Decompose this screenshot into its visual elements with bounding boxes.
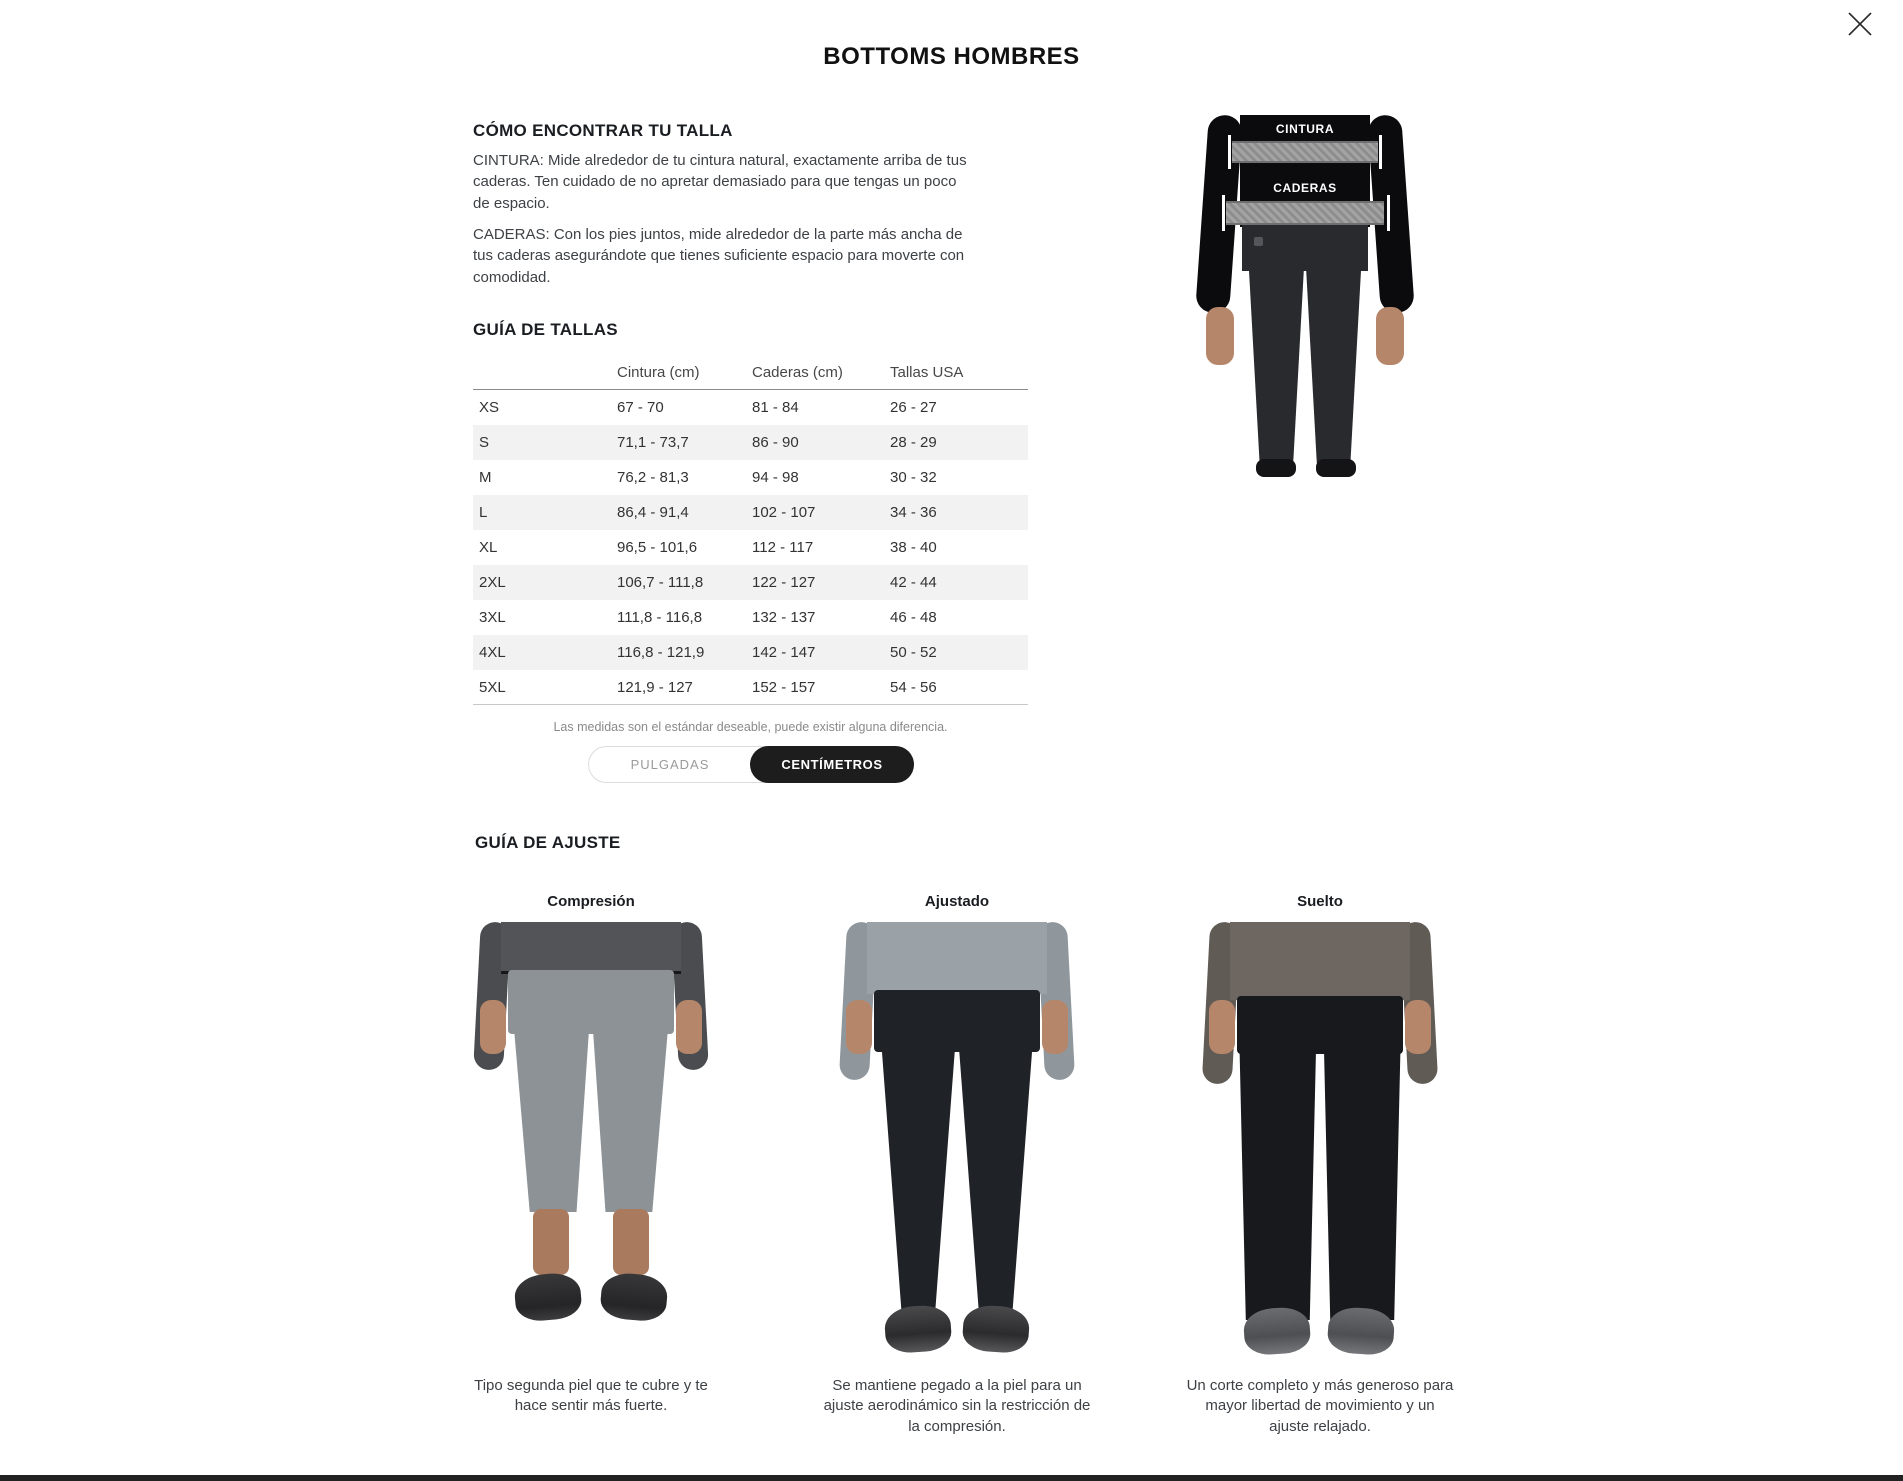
cell-tallas: 50 - 52 (890, 644, 937, 661)
how-to-heading: CÓMO ENCONTRAR TU TALLA (473, 121, 733, 140)
hips-band-tick-right (1387, 195, 1390, 231)
figure-right-hand (1042, 1000, 1068, 1054)
brand-logo-icon (1254, 237, 1263, 246)
fit-description: Un corte completo y más generoso para mayor libertad de movimiento y un ajuste relajado. (1186, 1377, 1454, 1435)
table-row (473, 670, 1028, 705)
size-table (473, 358, 1028, 705)
cell-caderas: 132 - 137 (752, 609, 816, 626)
centimetros-toggle-button[interactable]: CENTÍMETROS (750, 746, 914, 783)
hips-measure-band (1226, 201, 1384, 225)
cell-caderas: 122 - 127 (752, 574, 816, 591)
cell-cintura: 106,7 - 111,8 (617, 574, 704, 591)
cell-tallas: 34 - 36 (890, 504, 937, 521)
hips-band-tick-left (1222, 195, 1225, 231)
figure-left-hand (846, 1000, 872, 1054)
fit-label: Ajustado (924, 893, 990, 910)
figure-right-leg (1324, 1050, 1402, 1320)
cell-size: 5XL (479, 678, 506, 696)
figure-pants-waist (1237, 996, 1403, 1054)
hero-leggings (1242, 225, 1368, 271)
cell-tallas: 54 - 56 (890, 678, 937, 696)
cell-tallas: 26 - 27 (890, 399, 937, 416)
figure-left-shoe (513, 1271, 583, 1323)
cell-size: 2XL (479, 574, 506, 591)
cell-caderas: 102 - 107 (752, 504, 816, 521)
cell-cintura: 76,2 - 81,3 (617, 469, 689, 486)
header-tallas: Tallas USA (890, 364, 964, 381)
bottom-divider (0, 1475, 1903, 1481)
hips-instructions: CADERAS: Con los pies juntos, mide alrededor de la parte más ancha de tus caderas asegurándote que tienes suficiente espacio para moverte con comodidad. (473, 226, 965, 286)
cell-caderas: 81 - 84 (752, 399, 799, 416)
figure-right-hand (676, 1000, 702, 1054)
cell-caderas: 86 - 90 (752, 434, 799, 451)
hips-band-label: CADERAS (1273, 181, 1337, 195)
figure-right-hand (1405, 1000, 1431, 1054)
hero-right-leg (1306, 267, 1366, 463)
figure-left-calf (533, 1209, 569, 1275)
cell-cintura: 116,8 - 121,9 (617, 644, 705, 661)
cell-cintura: 121,9 - 127 (617, 678, 693, 696)
header-cintura: Cintura (cm) (617, 364, 700, 381)
table-row (473, 530, 1028, 565)
measurement-photo (1160, 115, 1450, 480)
figure-left-leg (877, 1048, 955, 1318)
fit-photo-loose (1204, 922, 1436, 1345)
cell-cintura: 67 - 70 (617, 399, 664, 416)
table-row (473, 390, 1028, 425)
figure-right-calf (613, 1209, 649, 1275)
figure-right-shoe (961, 1304, 1030, 1354)
waist-band-tick-left (1228, 135, 1231, 169)
cell-caderas: 152 - 157 (752, 678, 816, 696)
size-guide-heading: GUÍA DE TALLAS (473, 320, 618, 339)
page-title: BOTTOMS HOMBRES (823, 43, 1080, 70)
figure-left-leg (1238, 1050, 1316, 1320)
cell-caderas: 94 - 98 (752, 469, 799, 486)
cell-cintura: 86,4 - 91,4 (617, 504, 689, 521)
table-row (473, 565, 1028, 600)
cell-tallas: 38 - 40 (890, 539, 937, 556)
cell-size: XL (479, 539, 498, 556)
cell-tallas: 30 - 32 (890, 469, 937, 486)
size-table-header (473, 358, 1028, 390)
cell-caderas: 112 - 117 (752, 539, 814, 556)
fit-photo-compression (475, 922, 707, 1345)
fit-guide-heading: GUÍA DE AJUSTE (475, 833, 621, 852)
table-row (473, 635, 1028, 670)
cell-size: L (479, 504, 488, 521)
hero-right-foot (1316, 459, 1356, 477)
measurement-disclaimer: Las medidas son el estándar deseable, puede existir alguna diferencia. (553, 720, 948, 734)
table-row (473, 460, 1028, 495)
hero-left-hand (1206, 307, 1234, 365)
figure-left-leg (511, 1030, 589, 1212)
fit-label: Compresión (547, 893, 635, 910)
hero-left-foot (1256, 459, 1296, 477)
cell-size: 3XL (479, 609, 506, 626)
cell-size: 4XL (479, 644, 506, 661)
hero-right-hand (1376, 307, 1404, 365)
waist-band-tick-right (1379, 135, 1382, 169)
figure-shirt (867, 922, 1047, 994)
unit-toggle (588, 746, 914, 783)
figure-left-hand (480, 1000, 506, 1054)
figure-left-hand (1209, 1000, 1235, 1054)
figure-right-leg (959, 1048, 1037, 1318)
waist-instructions: CINTURA: Mide alrededor de tu cintura natural, exactamente arriba de tus caderas. Ten cuidado de no apretar demasiado para que tengas un poco de espacio. (473, 152, 967, 212)
waist-band-label: CINTURA (1275, 122, 1335, 136)
figure-shirt (501, 922, 681, 974)
fit-photo-fitted (841, 922, 1073, 1345)
fit-description: Se mantiene pegado a la piel para un ajuste aerodinámico sin la restricción de la compresión. (823, 1377, 1091, 1435)
close-button[interactable] (1843, 4, 1883, 44)
cell-tallas: 42 - 44 (890, 574, 937, 591)
hero-left-leg (1244, 267, 1304, 463)
cell-cintura: 71,1 - 73,7 (617, 434, 689, 451)
cell-size: S (479, 434, 490, 451)
table-row (473, 425, 1028, 460)
table-row (473, 600, 1028, 635)
figure-pants-waist (874, 990, 1040, 1052)
figure-shirt (1230, 922, 1410, 1000)
cell-size: XS (479, 399, 500, 416)
waist-measure-band (1232, 141, 1378, 163)
fit-label: Suelto (1297, 893, 1343, 910)
figure-right-shoe (599, 1271, 669, 1323)
cell-tallas: 28 - 29 (890, 434, 937, 451)
cell-size: M (479, 469, 492, 486)
table-row (473, 495, 1028, 530)
cell-tallas: 46 - 48 (890, 609, 937, 626)
figure-left-shoe (883, 1304, 952, 1354)
cell-caderas: 142 - 147 (752, 644, 816, 661)
figure-pants-waist (508, 970, 674, 1034)
figure-right-leg (593, 1030, 671, 1212)
close-icon (1843, 7, 1883, 41)
figure-left-shoe (1242, 1306, 1311, 1356)
cell-cintura: 111,8 - 116,8 (617, 609, 703, 626)
fit-description: Tipo segunda piel que te cubre y te hace sentir más fuerte. (474, 1377, 708, 1415)
cell-cintura: 96,5 - 101,6 (617, 539, 698, 556)
pulgadas-toggle-button[interactable]: PULGADAS (589, 747, 751, 782)
header-caderas: Caderas (cm) (752, 364, 843, 381)
